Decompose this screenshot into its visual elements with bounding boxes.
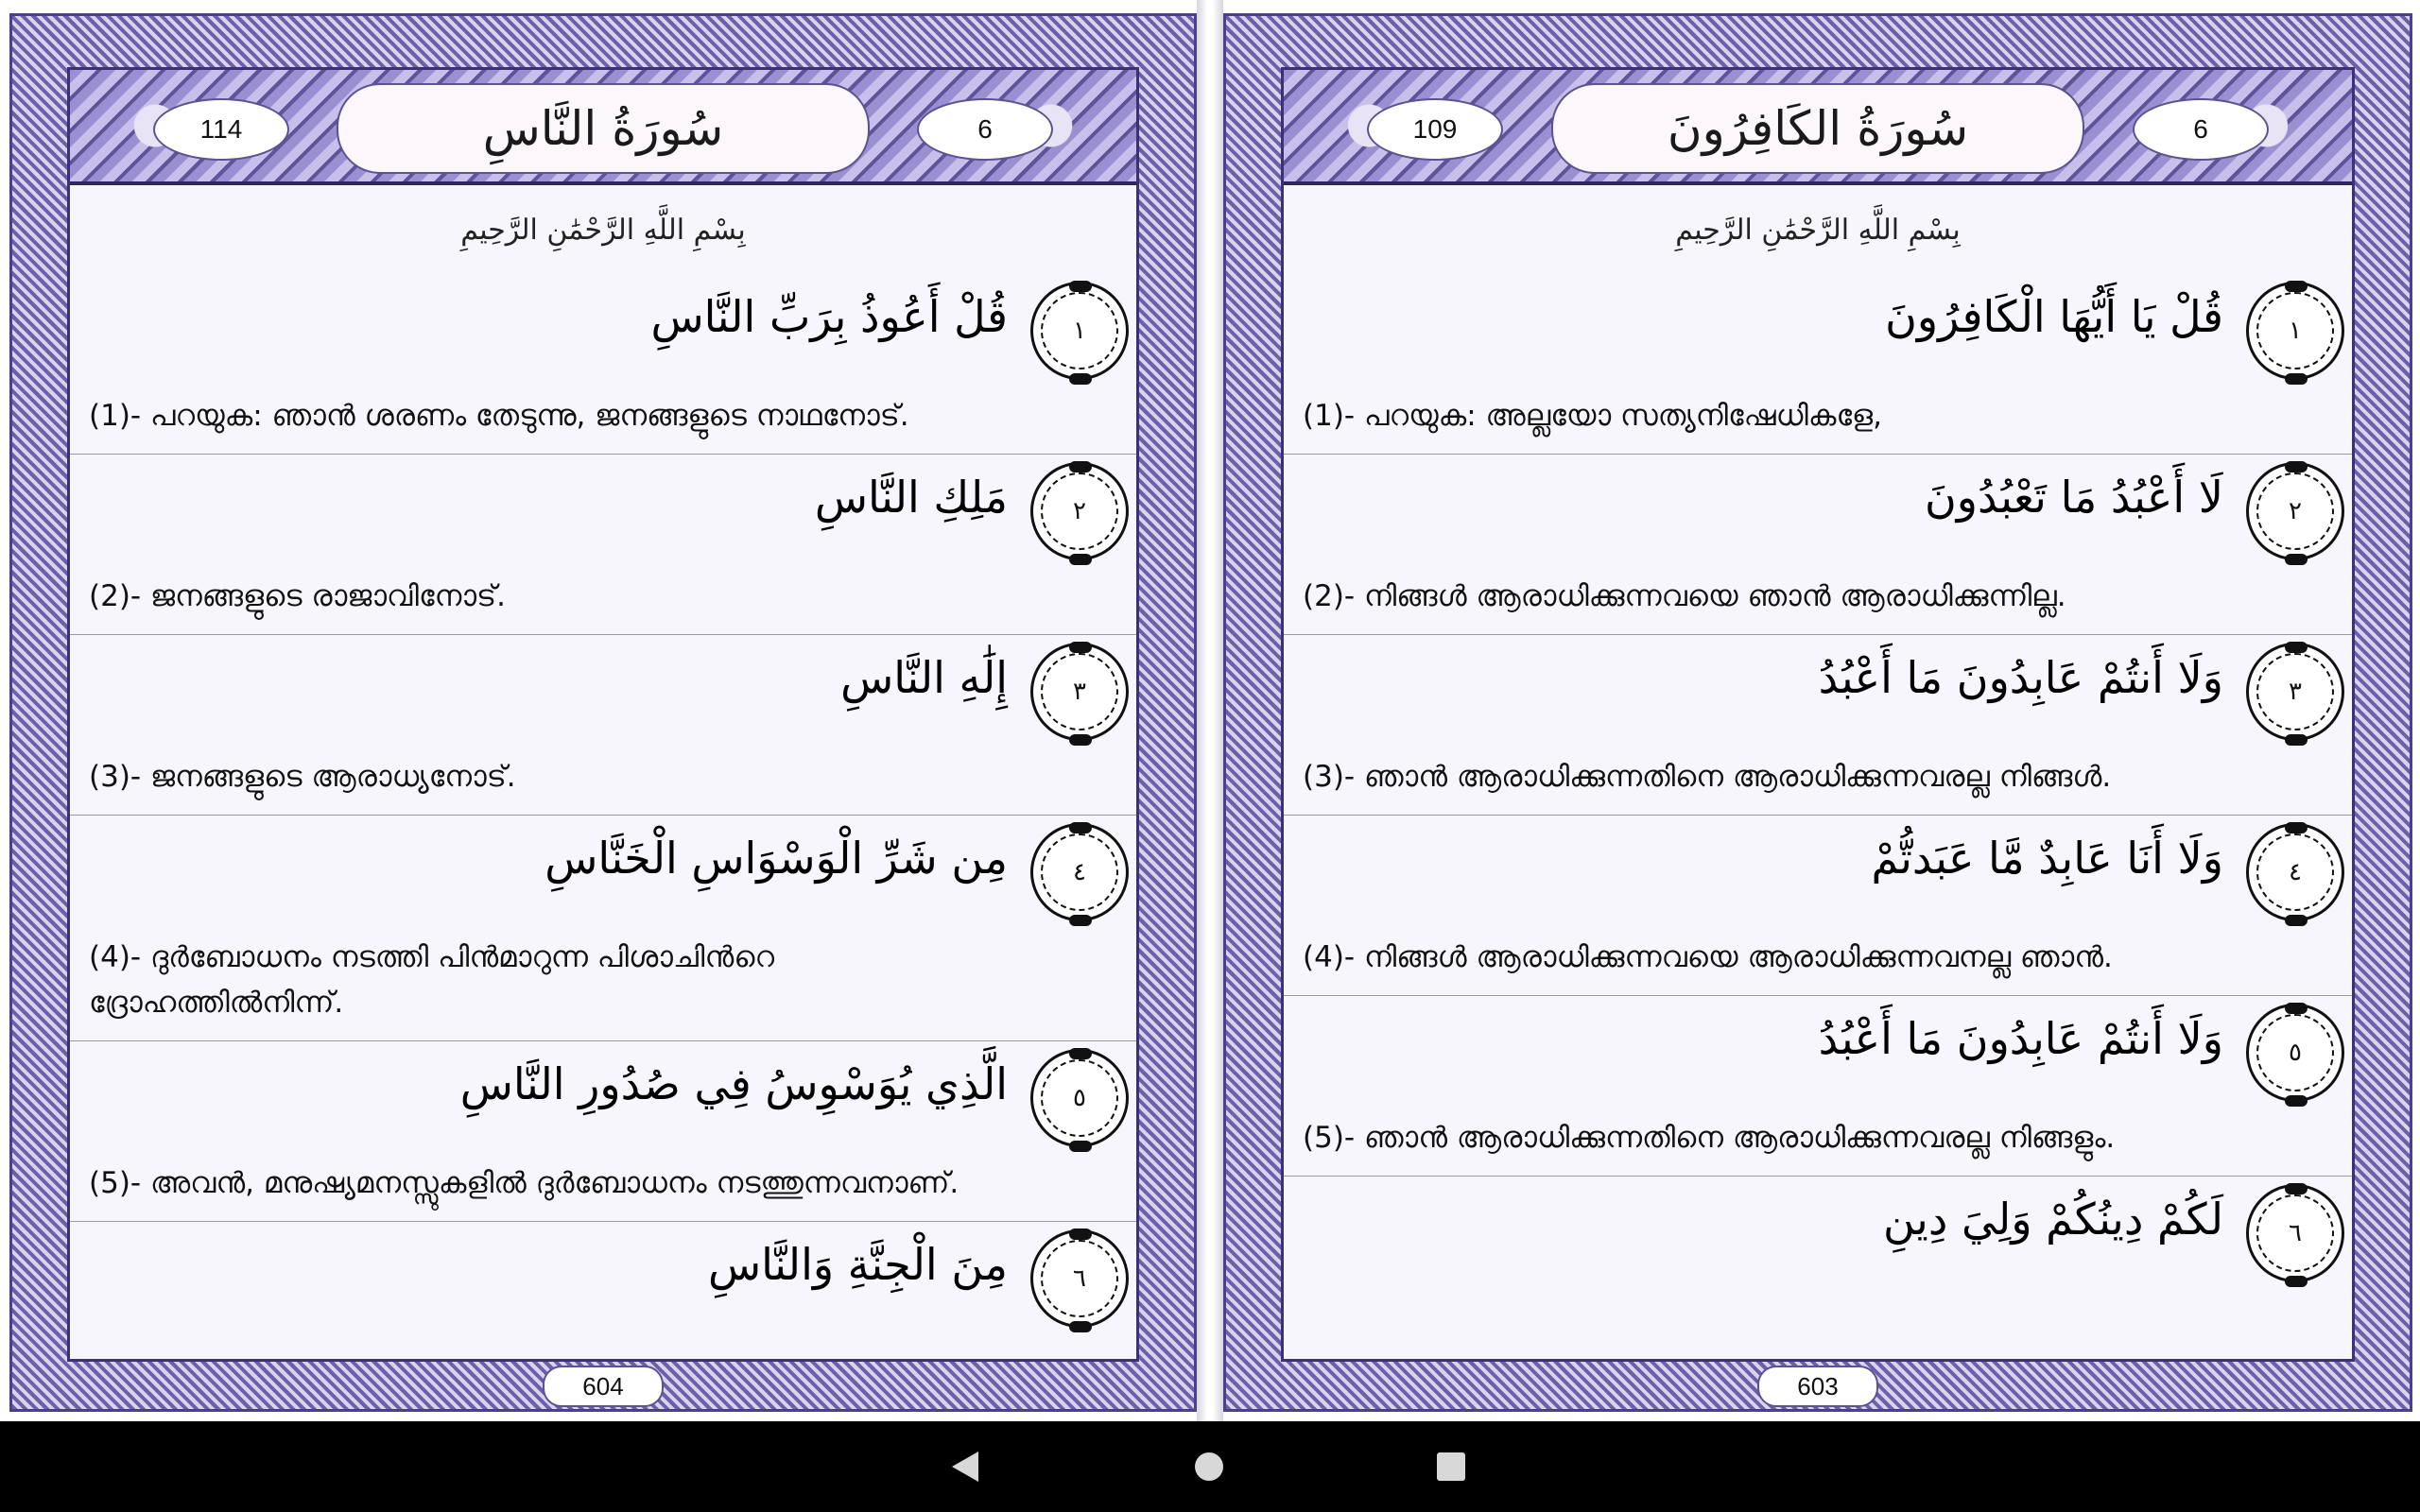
home-circle-icon[interactable] (1195, 1452, 1223, 1481)
ayah-arabic: إِلَٰهِ النَّاسِ (840, 652, 1008, 703)
left-page[interactable] (9, 13, 1197, 1412)
left-surah-name: سُورَةُ النَّاسِ (337, 83, 870, 174)
ayah-item[interactable] (1284, 635, 2352, 816)
left-surah-number: 114 (153, 98, 289, 161)
ayah-marker-number: ٦ (2289, 1219, 2302, 1247)
ayah-item[interactable] (1284, 1177, 2352, 1288)
ayah-number-marker-icon (2246, 823, 2344, 921)
ayah-translation: (4)- ദുര്‍ബോധനം നടത്തി പിന്‍മാറുന്ന പിശാചിന്‍റെ ദ്രോഹത്തില്‍നിന്ന്. (89, 940, 774, 1020)
ayah-arabic: وَلَا أَنتُمْ عَابِدُونَ مَا أَعْبُدُ (1818, 652, 2223, 703)
ayah-arabic: قُلْ أَعُوذُ بِرَبِّ النَّاسِ (650, 291, 1008, 342)
ayah-number-marker-icon (2246, 282, 2344, 380)
ayah-translation: (5)- ഞാന്‍ ആരാധിക്കുന്നതിനെ ആരാധിക്കുന്നവരല്ല നിങ്ങളും. (1303, 1121, 2116, 1155)
right-page-frame (1281, 67, 2355, 1362)
left-ayah-count: 6 (917, 98, 1053, 161)
ayah-number-marker-icon (1030, 643, 1129, 741)
ayah-item[interactable] (70, 1222, 1136, 1333)
ayah-marker-number: ٢ (1073, 497, 1086, 525)
right-surah-name: سُورَةُ الكَافِرُونَ (1551, 83, 2084, 174)
ayah-number-marker-icon (2246, 643, 2344, 741)
recents-square-icon[interactable] (1437, 1452, 1465, 1481)
ayah-marker-number: ١ (2289, 317, 2302, 345)
ayah-marker-number: ٤ (2289, 858, 2302, 886)
left-page-frame (67, 67, 1139, 1362)
ayah-arabic: وَلَا أَنتُمْ عَابِدُونَ مَا أَعْبُدُ (1818, 1013, 2223, 1064)
ayah-translation: (1)- പറയുക: ഞാന്‍ ശരണം തേടുന്നു, ജനങ്ങളുടെ നാഥനോട്. (89, 399, 909, 433)
ayah-item[interactable] (1284, 274, 2352, 455)
back-triangle-icon[interactable] (952, 1452, 978, 1482)
ayah-translation: (4)- നിങ്ങള്‍ ആരാധിക്കുന്നവയെ ആരാധിക്കുന്നവനല്ല ഞാന്‍. (1303, 940, 2113, 974)
left-content (70, 185, 1136, 1359)
ayah-arabic: لَا أَعْبُدُ مَا تَعْبُدُونَ (1924, 472, 2223, 523)
ayah-number-marker-icon (1030, 1229, 1129, 1328)
ayah-item[interactable] (1284, 455, 2352, 635)
ayah-marker-number: ٤ (1073, 858, 1086, 886)
ayah-arabic: وَلَا أَنَا عَابِدٌ مَّا عَبَدتُّمْ (1871, 833, 2223, 884)
right-page[interactable] (1223, 13, 2412, 1412)
page-gutter (1197, 0, 1223, 1427)
right-page-number: 603 (1757, 1366, 1878, 1407)
ayah-marker-number: ١ (1073, 317, 1086, 345)
ayah-item[interactable] (70, 1041, 1136, 1222)
ayah-number-marker-icon (2246, 1184, 2344, 1282)
ayah-item[interactable] (1284, 996, 2352, 1177)
ayah-item[interactable] (70, 816, 1136, 1041)
left-bismillah: بِسْمِ اللَّهِ الرَّحْمَٰنِ الرَّحِيمِ (460, 213, 746, 247)
ayah-marker-number: ٣ (1073, 678, 1086, 706)
ayah-item[interactable] (70, 455, 1136, 635)
ayah-number-marker-icon (1030, 462, 1129, 560)
ayah-translation: (3)- ജനങ്ങളുടെ ആരാധ്യനോട്. (89, 760, 516, 794)
ayah-number-marker-icon (2246, 1004, 2344, 1102)
ayah-marker-number: ٢ (2289, 497, 2302, 525)
ayah-arabic: مِنَ الْجِنَّةِ وَالنَّاسِ (708, 1239, 1008, 1290)
ayah-arabic: مَلِكِ النَّاسِ (814, 472, 1008, 523)
ayah-arabic: مِن شَرِّ الْوَسْوَاسِ الْخَنَّاسِ (544, 833, 1008, 884)
ayah-number-marker-icon (1030, 282, 1129, 380)
ayah-translation: (3)- ഞാന്‍ ആരാധിക്കുന്നതിനെ ആരാധിക്കുന്നവരല്ല നിങ്ങള്‍. (1303, 760, 2112, 794)
ayah-number-marker-icon (1030, 1049, 1129, 1147)
system-navigation-bar (0, 1421, 2420, 1512)
ayah-item[interactable] (1284, 816, 2352, 996)
ayah-arabic: قُلْ يَا أَيُّهَا الْكَافِرُونَ (1885, 291, 2223, 342)
right-ayah-count: 6 (2133, 98, 2269, 161)
left-surah-header (70, 70, 1136, 185)
ayah-marker-number: ٣ (2289, 678, 2302, 706)
ayah-number-marker-icon (1030, 823, 1129, 921)
ayah-marker-number: ٥ (1073, 1084, 1086, 1112)
ayah-item[interactable] (70, 274, 1136, 455)
ayah-translation: (1)- പറയുക: അല്ലയോ സത്യനിഷേധികളേ, (1303, 399, 1883, 433)
ayah-marker-number: ٦ (1073, 1264, 1086, 1293)
ayah-translation: (2)- ജനങ്ങളുടെ രാജാവിനോട്. (89, 579, 506, 613)
ayah-arabic: الَّذِي يُوَسْوِسُ فِي صُدُورِ النَّاسِ (459, 1058, 1008, 1109)
left-page-number: 604 (543, 1366, 664, 1407)
ayah-translation: (2)- നിങ്ങള്‍ ആരാധിക്കുന്നവയെ ഞാന്‍ ആരാധിക്കുന്നില്ല. (1303, 579, 2066, 613)
ayah-translation: (5)- അവന്‍, മനുഷ്യമനസ്സുകളില്‍ ദുര്‍ബോധനം നടത്തുന്നവനാണ്. (89, 1166, 959, 1200)
right-surah-header (1284, 70, 2352, 185)
right-surah-number: 109 (1367, 98, 1503, 161)
ayah-marker-number: ٥ (2289, 1039, 2302, 1067)
right-bismillah: بِسْمِ اللَّهِ الرَّحْمَٰنِ الرَّحِيمِ (1675, 213, 1961, 247)
right-content (1284, 185, 2352, 1359)
ayah-item[interactable] (70, 635, 1136, 816)
ayah-arabic: لَكُمْ دِينُكُمْ وَلِيَ دِينِ (1883, 1194, 2223, 1245)
ayah-number-marker-icon (2246, 462, 2344, 560)
